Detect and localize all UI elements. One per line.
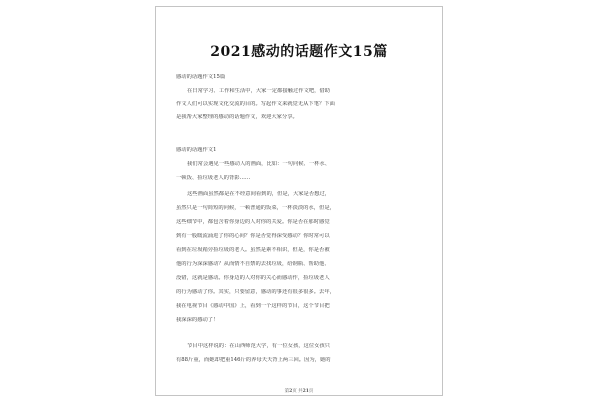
footer-middle: 页 共	[292, 389, 303, 394]
text-line: 一顿饭、捡垃圾老人的背影……	[176, 175, 251, 181]
text-line: 作文人们可以实现文化交流的目的。写起作文来就觉无从下笔？下面	[176, 101, 335, 107]
section-heading: 感动的话题作文1	[176, 147, 217, 153]
current-page-number: 2	[289, 389, 293, 394]
footer-prefix: 第	[284, 389, 290, 394]
page-footer	[156, 388, 442, 394]
text-line: 我在电视节目《感动中国》上，看到一个这样的节目，这个节目把	[176, 303, 330, 309]
text-line: 在日常学习、工作和生活中，大家一定都接触过作文吧，借助	[187, 88, 331, 94]
text-line: 这些画面虽然都是在不经意间看到的，但是，大家是否想过，	[187, 191, 331, 197]
text-line: 他的行为深深感动？从而情不自禁的去找垃圾，给钢瓶、帮助他、	[176, 261, 330, 267]
subtitle-line: 感动的话题作文15篇	[176, 74, 226, 80]
text-line: 看到在垃圾箱旁捡垃圾的老人。虽然是素不相识，但是，你是否被	[176, 247, 330, 253]
text-line: 到有一股暖流涌进了你的心间？你是否觉得深受感动？你时常可以	[176, 233, 330, 239]
footer-suffix: 页	[308, 389, 314, 394]
document-page	[155, 6, 443, 396]
text-line: 的行为感动了你。其实，只要留意，感动的事还有很多很多。去年，	[176, 289, 335, 295]
text-line: 这些细节中，都包含着你身边的人对你的关爱。你是否在那时感觉	[176, 219, 330, 225]
document-title: 2021感动的话题作文15篇	[210, 44, 388, 60]
text-line: 虽然只是一句简短的问候，一顿普通的饭菜，一杯淡淡的水，但是，	[176, 205, 335, 211]
total-page-count: 21	[302, 389, 309, 394]
text-line: 节目中这样说的：在山西师范大学，有一位女孩，这位女孩只	[187, 343, 331, 349]
text-line: 没错，这就是感动。你身边的人对你的关心而感动作，捡垃圾老人	[176, 275, 330, 281]
text-line: 我深深的感动了！	[176, 317, 219, 323]
text-line: 我们常会遇见一些感动人的画面，比如：一句问候、一杯水、	[187, 161, 331, 167]
text-line: 是我帮大家整理的感动的话题作文，欢迎大家分享。	[176, 114, 298, 120]
text-line: 有88斤重，而她却把重146斤的养母天天背上两三回。因为，她的	[176, 357, 331, 363]
